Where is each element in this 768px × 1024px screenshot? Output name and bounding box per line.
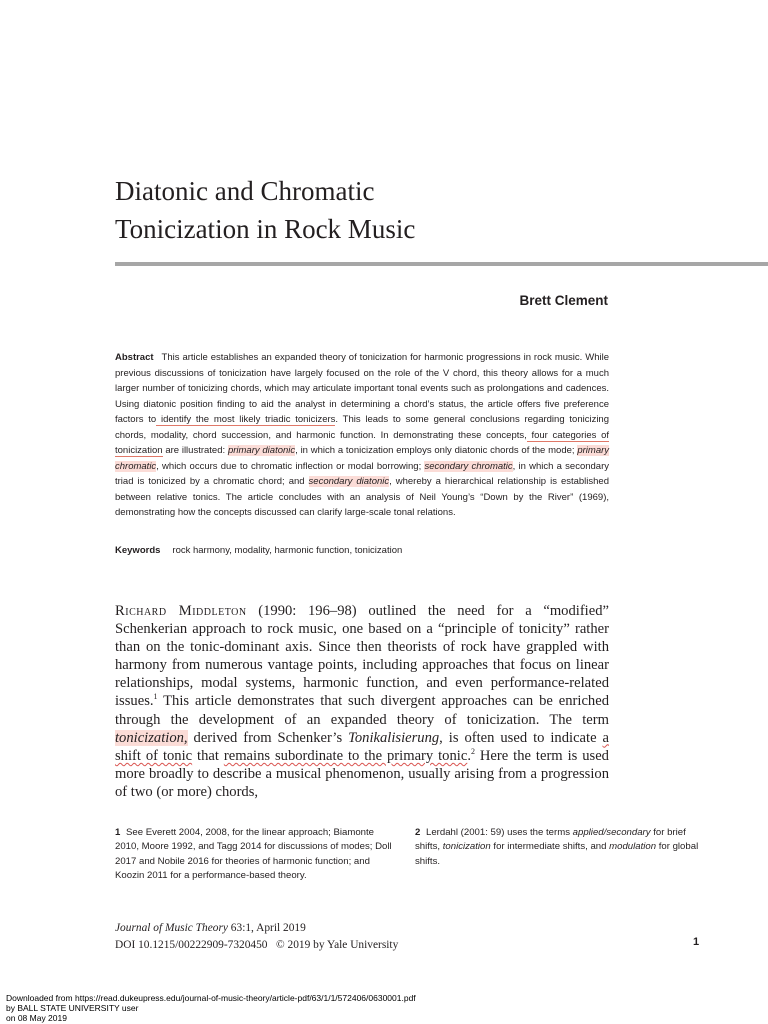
download-url[interactable]: Downloaded from https://read.dukeupress.edu/journal-of-music-theory/article-pdf/63/1/1/572406/0630001.pdf: [6, 993, 416, 1003]
footnote-text: for brief shifts,: [415, 827, 686, 853]
footnote-text: See Everett 2004, 2008, for the linear approach; Biamonte 2010, Moore 1992, and Tagg 2014 for discussions of modes; Doll 2017 and Nobile 2016 for theories of harmonic function; and Koozin 2011 for a performance-based theory.: [115, 827, 392, 882]
journal-issue: 63:1, April 2019: [227, 922, 306, 934]
abstract-text: , which occurs due to chromatic inflection or modal borrowing;: [156, 460, 425, 472]
body-term: tonicization,: [115, 729, 188, 746]
abstract-text: ;: [571, 445, 578, 456]
footnote-term: applied/secondary: [572, 827, 651, 838]
download-user: by BALL STATE UNIVERSITY user: [6, 1003, 139, 1013]
body-text: (1990: 196–98) outlined the need for a “modified” Schenkerian approach to rock music, one based on a “principle of tonicity” rather than on the tonic-dominant axis. Since then theorists of rock have grappled with harmony from numerous vantage points, including approaches that focus on linear relationships, modal systems, harmonic function, and even performance-related issues.: [115, 603, 609, 710]
download-date: on 08 May 2019: [6, 1013, 67, 1023]
abstract-text: This article establishes an expanded theory of tonicization for harmonic progressions in rock music. While previous discussions of tonicization have largely focused on the role of the V chord, this theory allows for a much larger number of tonicizing chords, which may articulate important tonal events such as prolongations and cadences. Using diatonic position finding to aid the analyst in determining a chord’s status, the article offers five preference factors to: [115, 352, 609, 425]
page-number: 1: [693, 936, 700, 948]
keywords-text: rock harmony, modality, harmonic function, tonicization: [172, 545, 403, 556]
abstract-term: secondary diatonic: [308, 476, 390, 487]
body-text: Here the term is used more broadly to describe a musical phenomenon, usually arising from a progression of two (or more) chords,: [115, 747, 609, 800]
abstract-term: secondary chromatic: [424, 460, 513, 472]
abstract-term: primary chromatic: [115, 445, 610, 472]
footnote-number: 2: [415, 827, 421, 838]
footnote-term: tonicization: [442, 841, 491, 853]
abstract-highlight: identify the most likely triadic tonicizers: [156, 414, 336, 425]
abstract-text: , in which a secondary triad is tonicized by a chromatic chord; and: [115, 460, 609, 487]
abstract-text: are illustrated:: [162, 445, 228, 456]
journal-doi-line: [115, 937, 398, 954]
body-text: This article demonstrates that such divergent approaches can be enriched through the development of an expanded theory of tonicization. The term: [115, 693, 609, 728]
footnote-text: for global shifts.: [415, 841, 699, 867]
footnote-term: modulation: [609, 841, 657, 853]
footnote-text: Lerdahl (2001: 59) uses the terms: [426, 827, 573, 838]
body-text: derived from Schenker’s: [187, 729, 349, 746]
abstract-text: , whereby a hierarchical relationship is established between relative tonics. The article concludes with an analysis of Neil Young’s “Down by the River” (1969), demonstrating how the concepts discussed can clarify large-scale tonal relations.: [115, 476, 610, 518]
body-lead: Richard Middleton: [115, 603, 247, 619]
title-line-2: Tonicization in Rock Music: [115, 214, 416, 244]
abstract-text: . This leads to some general conclusions regarding tonicizing chords, modality, chord succession, and harmonic function. In demonstrating these concepts,: [115, 414, 609, 441]
abstract-text: , in which a tonicization employs only diatonic chords of the mode: [295, 445, 572, 456]
body-german-term: Tonikalisierung: [348, 729, 440, 746]
journal-info: [115, 920, 398, 953]
footnote-ref-1[interactable]: 1: [153, 692, 158, 702]
journal-name: Journal of Music Theory: [115, 922, 228, 934]
keywords: [115, 543, 609, 558]
title-line-1: Diatonic and Chromatic: [115, 176, 375, 206]
author-name: Brett Clement: [519, 293, 608, 308]
footnote-2: [415, 826, 707, 869]
journal-doi[interactable]: DOI 10.1215/00222909-7320450: [115, 938, 268, 951]
download-notice: [6, 993, 416, 1023]
body-annotation: remains subordinate to the primary tonic: [223, 747, 468, 764]
keywords-label: Keywords: [115, 545, 161, 556]
abstract-label: Abstract: [115, 352, 154, 363]
body-annotation: a shift of tonic: [115, 729, 609, 764]
footnote-number: 1: [115, 827, 121, 838]
article-title: [115, 172, 675, 248]
footnote-ref-2[interactable]: 2: [470, 746, 475, 756]
footnote-text: for intermediate shifts, and: [490, 841, 610, 853]
body-paragraph: [115, 602, 609, 801]
journal-citation: [115, 920, 398, 937]
abstract-term: primary diatonic: [227, 445, 296, 456]
title-rule: [115, 262, 768, 266]
journal-copyright: © 2019 by Yale University: [267, 938, 399, 951]
abstract: [115, 350, 609, 521]
footnote-1: [115, 826, 399, 884]
body-text: .: [467, 747, 471, 764]
body-text: that: [192, 747, 224, 764]
body-text: , is often used to indicate: [439, 729, 603, 746]
abstract-highlight: four categories of tonicization: [115, 429, 609, 456]
